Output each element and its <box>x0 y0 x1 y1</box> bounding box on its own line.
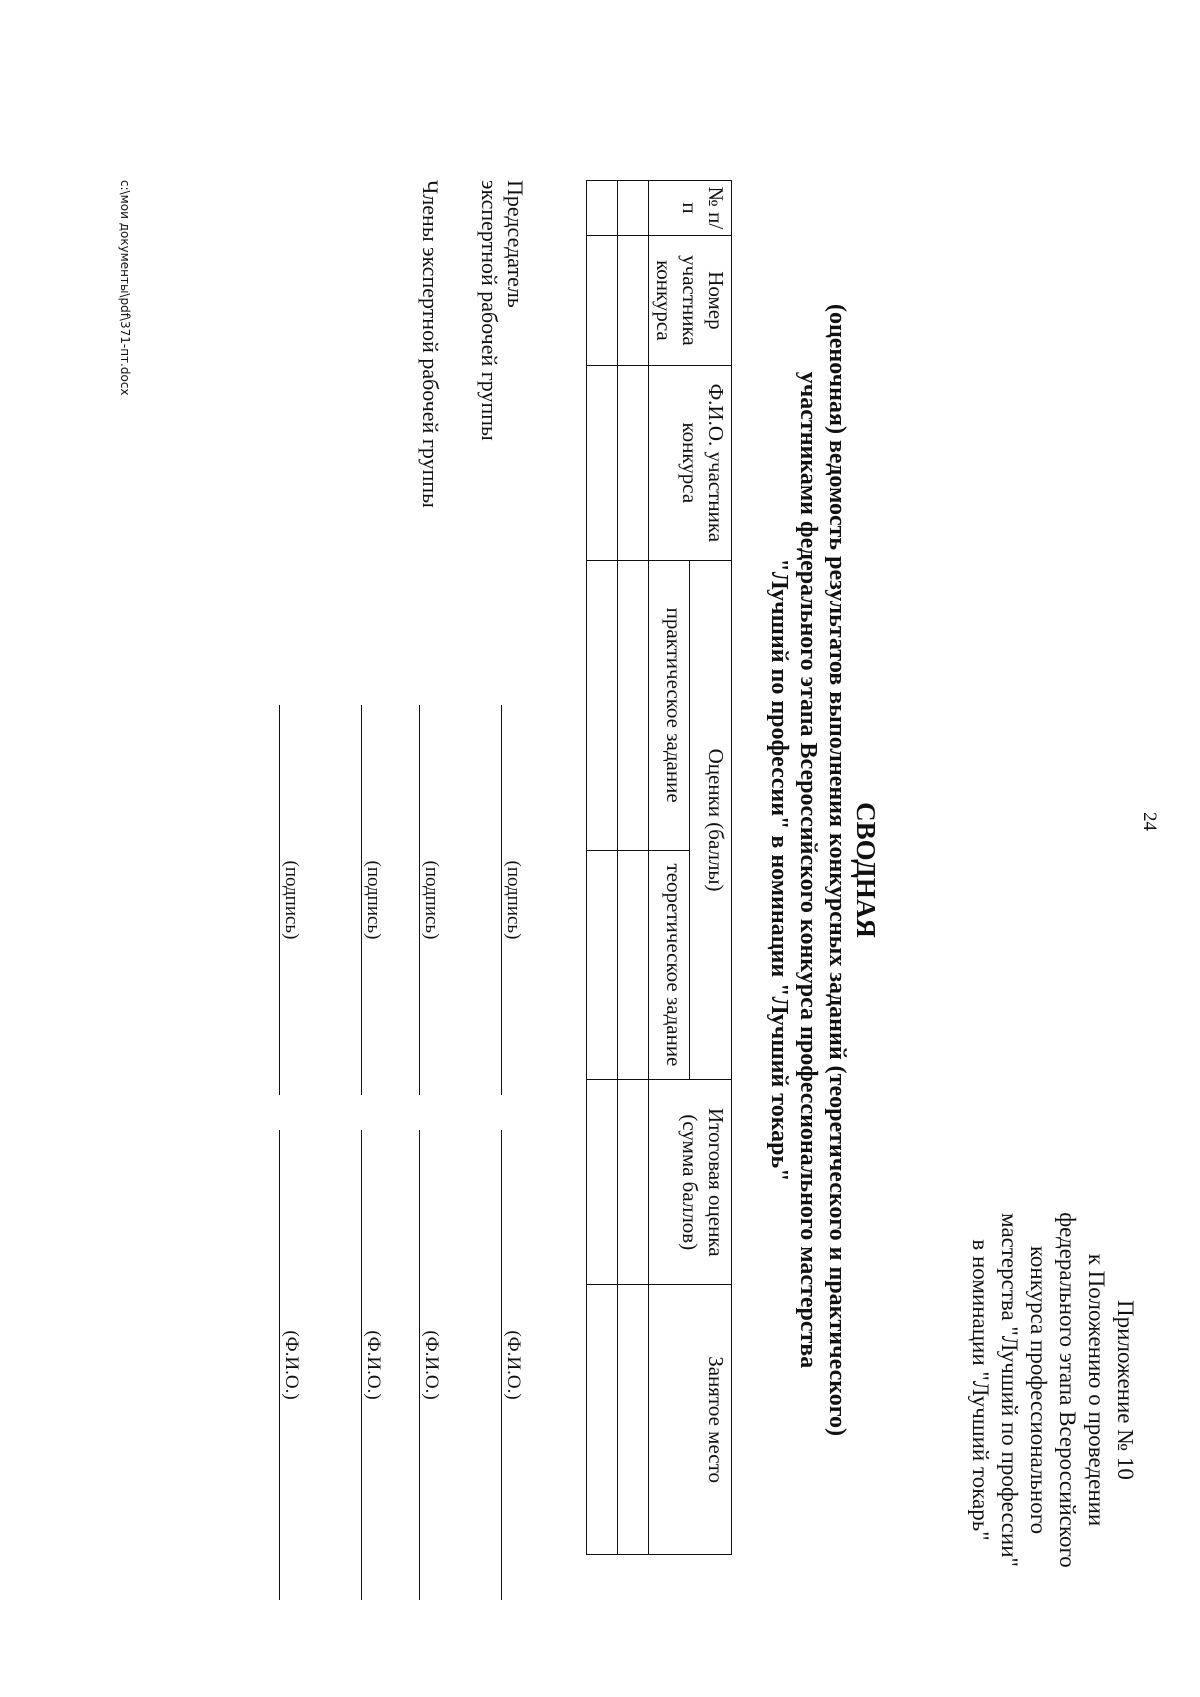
appendix-line: мастерства "Лучший по профессии" <box>997 1213 1022 1567</box>
table-cell <box>618 181 649 236</box>
members-label: Члены экспертной рабочей группы <box>418 180 443 508</box>
appendix-line: к Положению о проведении <box>1084 1253 1109 1527</box>
member-1-signature-caption: (подпись) <box>421 860 442 940</box>
member-3-name-caption: (Ф.И.О.) <box>281 1330 302 1400</box>
summary-table <box>586 180 732 1555</box>
title-line-3: участниками федерального этапа Всероссийского конкурса профессионального мастерства <box>795 371 821 1369</box>
header-fio: Ф.И.О. участника конкурса <box>649 365 732 560</box>
member-3-signature-caption: (подпись) <box>281 860 302 940</box>
title-line-4: "Лучший по профессии" в номинации "Лучший токарь" <box>766 558 792 1182</box>
table-cell <box>618 235 649 365</box>
appendix-line: конкурса профессионального <box>1026 1245 1051 1535</box>
page-number: 24 <box>1139 812 1160 831</box>
title-line-1: СВОДНАЯ <box>851 802 881 938</box>
table-cell <box>587 365 618 560</box>
table-cell <box>587 235 618 365</box>
table-row <box>587 181 618 1555</box>
appendix-line: федерального этапа Всероссийского <box>1055 1212 1080 1568</box>
table-cell <box>587 181 618 236</box>
chairman-label-line-2: экспертной рабочей группы <box>477 180 502 441</box>
table-cell <box>587 1285 618 1555</box>
table-cell <box>587 850 618 1080</box>
header-theoretical: теоретическое задание <box>649 850 691 1080</box>
table-cell <box>618 850 649 1080</box>
appendix-line: в номинации "Лучший токарь" <box>968 1239 993 1541</box>
header-num: № п/ п <box>649 181 732 236</box>
header-participant-number: Номер участника конкурса <box>649 235 732 365</box>
member-1-name-caption: (Ф.И.О.) <box>421 1330 442 1400</box>
title-line-2: (оценочная) ведомость результатов выполнения конкурсных заданий (теоретического и практического) <box>824 303 850 1437</box>
table-cell <box>618 1285 649 1555</box>
header-scores: Оценки (баллы) <box>690 560 732 1080</box>
chairman-label-line-1: Председатель <box>503 180 528 308</box>
header-practical: практическое задание <box>649 560 691 850</box>
appendix-line: Приложение № 10 <box>1113 1300 1138 1480</box>
table-row <box>618 181 649 1555</box>
table-cell <box>618 365 649 560</box>
table-cell <box>618 560 649 850</box>
chairman-signature-caption: (подпись) <box>503 860 524 940</box>
header-place: Занятое место <box>649 1285 732 1555</box>
table-cell <box>587 1080 618 1285</box>
chairman-name-caption: (Ф.И.О.) <box>503 1330 524 1400</box>
table-cell <box>587 560 618 850</box>
footer-file-path: c:\мои документы\pdf\371-пт.docx <box>118 180 132 396</box>
member-2-name-caption: (Ф.И.О.) <box>363 1330 384 1400</box>
appendix-block <box>966 1140 1140 1640</box>
document-title <box>764 200 880 1540</box>
chairman-label <box>476 180 528 441</box>
member-2-signature-caption: (подпись) <box>363 860 384 940</box>
table-cell <box>618 1080 649 1285</box>
header-total: Итоговая оценка (сумма баллов) <box>649 1080 732 1285</box>
